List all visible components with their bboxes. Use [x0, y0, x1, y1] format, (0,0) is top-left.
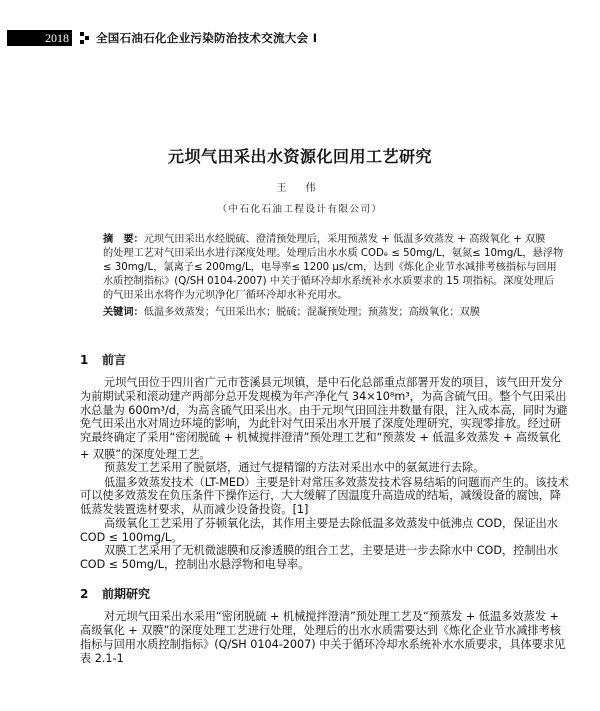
abstract-line: 的气田采出水将作为元坝净化厂循环冷却水补充用水。	[103, 290, 348, 301]
body-line: 为前期试采和滚动建产两部分总开发规模为年产净化气 34×10⁸m³，为高含硫气田。整个气田采出	[80, 390, 567, 403]
section-heading	[80, 585, 150, 602]
abstract-label: 摘 要：	[103, 234, 144, 245]
body-line: 双膜工艺采用了无机微滤膜和反渗透膜的组合工艺，主要是进一步去除水中 COD，控制出水	[104, 544, 558, 557]
body-line: 究最终确定了采用“密闭脱硫 + 机械搅拌澄清”预处理工艺和“预蒸发 + 低温多效蒸发 + 高级氧化	[80, 431, 561, 444]
section-title: 前期研究	[102, 587, 151, 601]
year-badge: 2018	[7, 30, 72, 46]
section-number: 2	[80, 587, 89, 601]
abstract-text: 元坝气田采出水经脱硫、澄清预处理后，采用预蒸发 + 低温多效蒸发 + 高级氧化 + 双膜	[143, 234, 546, 245]
body-line: 可以使多效蒸发在负压条件下操作运行，大大缓解了因温度升高造成的结垢，减缓设备的腐蚀，降	[80, 489, 562, 502]
body-line: 水总量为 600m³/d，为高含硫气田采出水。由于元坝气田回注井数量有限，注入成本高，同时为避	[80, 404, 568, 417]
body-line: 免气田采出水对周边环境的影响，为此针对气田采出水开展了深度处理研究，实现零排放。经过研	[80, 417, 562, 430]
body-line: 低温多效蒸发技术（LT-MED）主要是针对常压多效蒸发技术容易结垢的问题而产生的。该技术	[104, 476, 569, 489]
keywords-label: 关键词：	[103, 307, 144, 318]
abstract-line: 的处理工艺对气田采出水进行深度处理。处理后出水水质 CODₑ ≤ 50mg/L，氨氮≤ 10mg/L，悬浮物	[103, 248, 564, 259]
body-line: COD ≤ 50mg/L，控制出水悬浮物和电导率。	[80, 558, 310, 571]
abstract-line	[103, 233, 546, 247]
body-line: 元坝气田位于四川省广元市苍溪县元坝镇，是中石化总部重点部署开发的项目，该气田开发分	[104, 376, 563, 389]
body-line: 高级氧化工艺采用了芬顿氧化法，其作用主要是去除低温多效蒸发中低沸点 COD，保证出水	[104, 517, 558, 530]
keywords: 低温多效蒸发；气田采出水；脱硫；混凝预处理；预蒸发；高级氧化；双膜	[143, 307, 480, 318]
body-line: COD ≤ 100mg/L。	[80, 531, 183, 544]
body-line: 预蒸发工艺采用了脱氨塔，通过气提精馏的方法对采出水中的氨氮进行去除。	[104, 461, 485, 474]
header-bullet-icon	[80, 32, 90, 44]
keywords-line	[103, 306, 495, 320]
section-heading	[80, 351, 126, 368]
body-line: + 双膜”的深度处理工艺。	[80, 448, 211, 461]
conference-name: 全国石油石化企业污染防治技术交流大会 I	[96, 31, 318, 45]
body-line: 高级氧化 + 双膜”的深度处理工艺进行处理，处理后的出水水质需要达到《炼化企业节水减排考核	[80, 624, 561, 637]
body-line: 对元坝气田采出水采用“密闭脱硫 + 机械搅拌澄清”预处理工艺及“预蒸发 + 低温多效蒸发 +	[104, 610, 559, 623]
section-title: 前言	[102, 353, 127, 367]
body-line: 表 2.1-1	[80, 652, 124, 665]
abstract-line: ≤ 30mg/L，氯离子≤ 200mg/L，电导率≤ 1200 μs/cm，达到《炼化企业节水减排考核指标与回用	[103, 262, 557, 273]
section-number: 1	[80, 353, 89, 367]
affiliation: （中石化石油工程设计有限公司）	[217, 204, 383, 215]
author: 王 伟	[276, 183, 324, 194]
abstract-line: 水质控制指标》(Q/SH 0104-2007) 中关于循环冷却水系统补水水质要求的 15 项指标。深度处理后	[103, 276, 555, 287]
body-line: 指标与回用水质控制指标》(Q/SH 0104-2007) 中关于循环冷却水系统补水水质要求，具体要求见	[80, 638, 566, 651]
body-line: 低蒸发装置选材要求，从而减少设备投资。[1]	[80, 503, 309, 516]
paper-title: 元坝气田采出水资源化回用工艺研究	[167, 147, 432, 166]
